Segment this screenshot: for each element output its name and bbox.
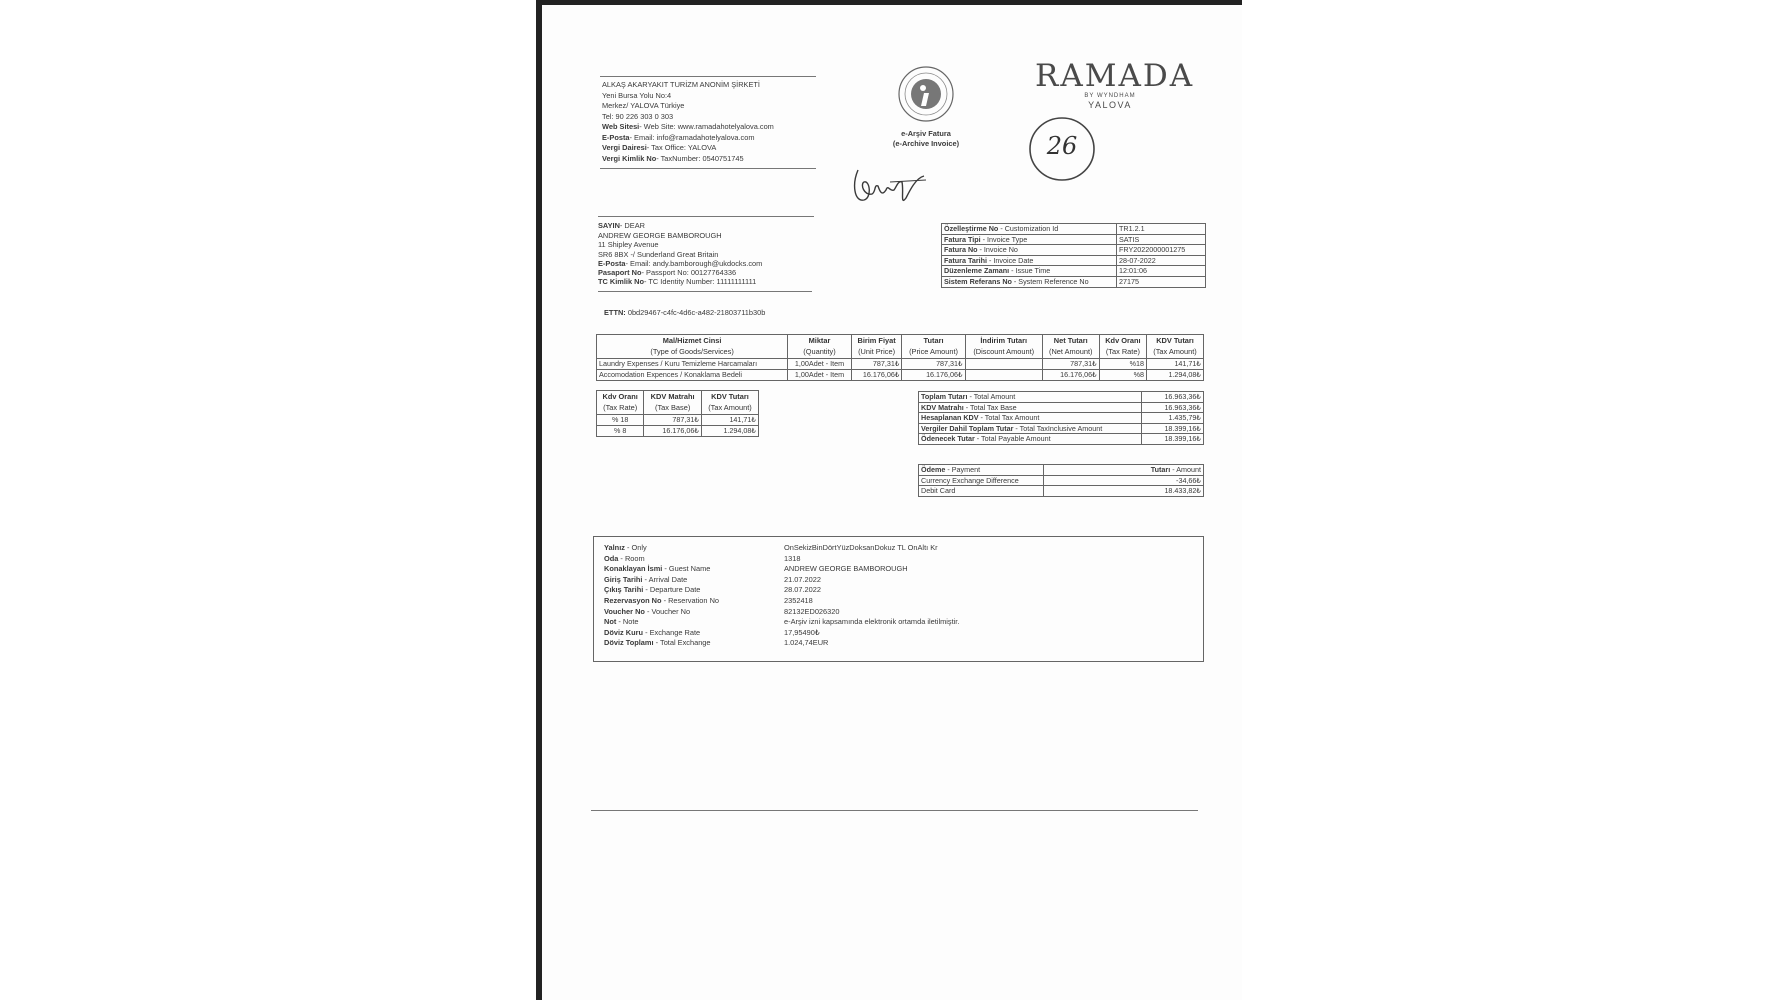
totals-value: 18.399,16₺ [1142, 423, 1204, 434]
items-cell: 1,00Adet - Item [788, 359, 852, 370]
payment-amount: 18.433,82₺ [1044, 486, 1204, 497]
tax-summary-row [597, 415, 759, 426]
items-cell: 16.176,06₺ [851, 370, 902, 381]
buyer-dear: SAYIN- DEAR [598, 221, 645, 230]
items-column-header: Birim Fiyat (Unit Price) [851, 335, 902, 359]
invoice-info-row [942, 224, 1206, 235]
tax-summary-table [596, 390, 759, 437]
note-value: 21.07.2022 [784, 575, 821, 584]
totals-value: 18.399,16₺ [1142, 434, 1204, 445]
invoice-info-row [942, 276, 1206, 287]
invoice-info-value: 28-07-2022 [1117, 255, 1206, 266]
tax-summary-cell: % 8 [597, 426, 644, 437]
note-label: Giriş Tarihi - Arrival Date [604, 575, 688, 584]
totals-label: Vergiler Dahil Toplam Tutar - Total TaxInclusive Amount [919, 423, 1142, 434]
note-label: Voucher No - Voucher No [604, 607, 691, 616]
invoice-info-value: 12:01:06 [1117, 266, 1206, 277]
note-value: OnSekizBinDörtYüzDoksanDokuz TL OnAltı Kr [784, 543, 938, 552]
items-cell [965, 370, 1042, 381]
tax-summary-header: Kdv Oranı (Tax Rate) [597, 391, 644, 415]
items-column-header: Kdv Oranı (Tax Rate) [1099, 335, 1146, 359]
invoice-info-value: SATIS [1117, 234, 1206, 245]
tax-summary-header: KDV Matrahı (Tax Base) [644, 391, 702, 415]
note-value: ANDREW GEORGE BAMBOROUGH [784, 564, 908, 573]
items-row [597, 370, 1204, 381]
items-cell: 1,00Adet - Item [788, 370, 852, 381]
invoice-info-value: TR1.2.1 [1117, 224, 1206, 235]
totals-label: Toplam Tutarı - Total Amount [919, 392, 1142, 403]
logo-brand: RAMADA [1035, 58, 1195, 94]
items-cell: 787,31₺ [1042, 359, 1099, 370]
tax-summary-row [597, 426, 759, 437]
tax-summary-cell: 141,71₺ [701, 415, 758, 426]
items-column-header: KDV Tutarı (Tax Amount) [1147, 335, 1204, 359]
payment-table [918, 464, 1204, 497]
invoice-info-row [942, 234, 1206, 245]
tax-summary-cell: 1.294,08₺ [701, 426, 758, 437]
totals-value: 16.963,36₺ [1142, 402, 1204, 413]
items-cell: Laundry Expenses / Kuru Temizleme Harcamaları [597, 359, 788, 370]
note-label: Oda - Room [604, 554, 645, 563]
payment-row [919, 486, 1204, 497]
seller-address1: Yeni Bursa Yolu No:4 [602, 91, 672, 100]
invoice-info-label: Fatura Tipi - Invoice Type [942, 234, 1117, 245]
invoice-info-table [941, 223, 1206, 288]
note-label: Döviz Toplamı - Total Exchange [604, 638, 711, 647]
buyer-top-rule [598, 216, 814, 217]
totals-row [919, 434, 1204, 445]
totals-label: Hesaplanan KDV - Total Tax Amount [919, 413, 1142, 424]
logo-city: YALOVA [1088, 100, 1132, 110]
earsiv-subtitle: (e-Archive Invoice) [892, 139, 960, 148]
note-label: Rezervasyon No - Reservation No [604, 596, 720, 605]
totals-label: KDV Matrahı - Total Tax Base [919, 402, 1142, 413]
invoice-info-label: Fatura Tarihi - Invoice Date [942, 255, 1117, 266]
items-cell: 1.294,08₺ [1147, 370, 1204, 381]
payment-method: Debit Card [919, 486, 1044, 497]
seller-name: ALKAŞ AKARYAKIT TURİZM ANONİM ŞİRKETİ [602, 80, 760, 89]
seller-bottom-rule [600, 168, 816, 169]
items-cell: 16.176,06₺ [902, 370, 965, 381]
seller-email: E-Posta- Email: info@ramadahotelyalova.com [602, 133, 755, 142]
seller-tax-office: Vergi Dairesi- Tax Office: YALOVA [602, 143, 717, 152]
totals-value: 1.435,79₺ [1142, 413, 1204, 424]
note-value: 1.024,74EUR [784, 638, 829, 647]
payment-header-label: Ödeme - Payment [919, 465, 1044, 476]
seller-top-rule [600, 76, 816, 77]
note-value: 1318 [784, 554, 801, 563]
items-cell: 141,71₺ [1147, 359, 1204, 370]
totals-label: Ödenecek Tutar - Total Payable Amount [919, 434, 1142, 445]
note-value: 82132ED026320 [784, 607, 840, 616]
seller-tax-number: Vergi Kimlik No- TaxNumber: 0540751745 [602, 154, 744, 163]
invoice-info-row [942, 255, 1206, 266]
seller-web: Web Sitesi- Web Site: www.ramadahotelyalova.com [602, 122, 774, 131]
invoice-info-label: Özelleştirme No - Customization Id [942, 224, 1117, 235]
items-table [596, 334, 1204, 381]
earsiv-title: e-Arşiv Fatura [901, 129, 951, 138]
tax-summary-header: KDV Tutarı (Tax Amount) [701, 391, 758, 415]
items-cell: %18 [1099, 359, 1146, 370]
note-value: 2352418 [784, 596, 813, 605]
totals-table [918, 391, 1204, 445]
buyer-email: E-Posta- Email: andy.bamborough@ukdocks.com [598, 259, 763, 268]
items-column-header: Net Tutarı (Net Amount) [1042, 335, 1099, 359]
items-cell: 787,31₺ [902, 359, 965, 370]
note-label: Çıkış Tarihi - Departure Date [604, 585, 701, 594]
totals-row [919, 392, 1204, 403]
items-cell: 787,31₺ [851, 359, 902, 370]
note-value: e-Arşiv izni kapsamında elektronik ortamda iletilmiştir. [784, 617, 960, 626]
note-label: Konaklayan İsmi - Guest Name [604, 564, 711, 573]
totals-value: 16.963,36₺ [1142, 392, 1204, 403]
buyer-passport: Pasaport No- Passport No: 00127764336 [598, 268, 737, 277]
items-cell: 16.176,06₺ [1042, 370, 1099, 381]
items-column-header: Mal/Hizmet Cinsi (Type of Goods/Services) [597, 335, 788, 359]
invoice-info-value: 27175 [1117, 276, 1206, 287]
note-value: 17,95490₺ [784, 628, 820, 637]
seller-address2: Merkez/ YALOVA Türkiye [602, 101, 685, 110]
invoice-info-value: FRY2022000001275 [1117, 245, 1206, 256]
items-column-header: Tutarı (Price Amount) [902, 335, 965, 359]
items-row [597, 359, 1204, 370]
invoice-info-row [942, 245, 1206, 256]
handwritten-number-circle [1026, 112, 1098, 184]
items-cell [965, 359, 1042, 370]
items-cell: %8 [1099, 370, 1146, 381]
invoice-info-row [942, 266, 1206, 277]
handwritten-number: 26 [1046, 132, 1078, 160]
payment-header-amount: Tutarı - Amount [1044, 465, 1204, 476]
signature-scribble [850, 162, 930, 217]
tax-summary-cell: 16.176,06₺ [644, 426, 702, 437]
payment-amount: -34,66₺ [1044, 475, 1204, 486]
gib-seal-icon [896, 64, 956, 129]
footer-rule [591, 810, 1198, 811]
invoice-info-label: Fatura No - Invoice No [942, 245, 1117, 256]
items-column-header: Miktar (Quantity) [788, 335, 852, 359]
buyer-address1: 11 Shipley Avenue [598, 240, 659, 249]
ettn: ETTN: 0bd29467-c4fc-4d6c-a482-21803711b30b [604, 308, 766, 317]
totals-row [919, 413, 1204, 424]
tax-summary-cell: 787,31₺ [644, 415, 702, 426]
tax-summary-cell: % 18 [597, 415, 644, 426]
note-label: Yalnız - Only [604, 543, 647, 552]
invoice-info-label: Düzenleme Zamanı - Issue Time [942, 266, 1117, 277]
payment-method: Currency Exchange Difference [919, 475, 1044, 486]
invoice-info-label: Sistem Referans No - System Reference No [942, 276, 1117, 287]
logo-sub: BY WYNDHAM [1084, 93, 1136, 99]
buyer-bottom-rule [598, 291, 812, 292]
note-label: Not - Note [604, 617, 639, 626]
seller-tel: Tel: 90 226 303 0 303 [602, 112, 674, 121]
ramada-logo [1035, 58, 1195, 111]
items-cell: Accomodation Expences / Konaklama Bedeli [597, 370, 788, 381]
note-label: Döviz Kuru - Exchange Rate [604, 628, 701, 637]
totals-row [919, 423, 1204, 434]
payment-row [919, 475, 1204, 486]
buyer-name: ANDREW GEORGE BAMBOROUGH [598, 231, 722, 240]
buyer-tc-number: TC Kimlik No- TC Identity Number: 11111111111 [598, 277, 757, 286]
items-column-header: İndirim Tutarı (Discount Amount) [965, 335, 1042, 359]
totals-row [919, 402, 1204, 413]
note-value: 28.07.2022 [784, 585, 821, 594]
buyer-address2: SR6 8BX -/ Sunderland Great Britain [598, 250, 719, 259]
